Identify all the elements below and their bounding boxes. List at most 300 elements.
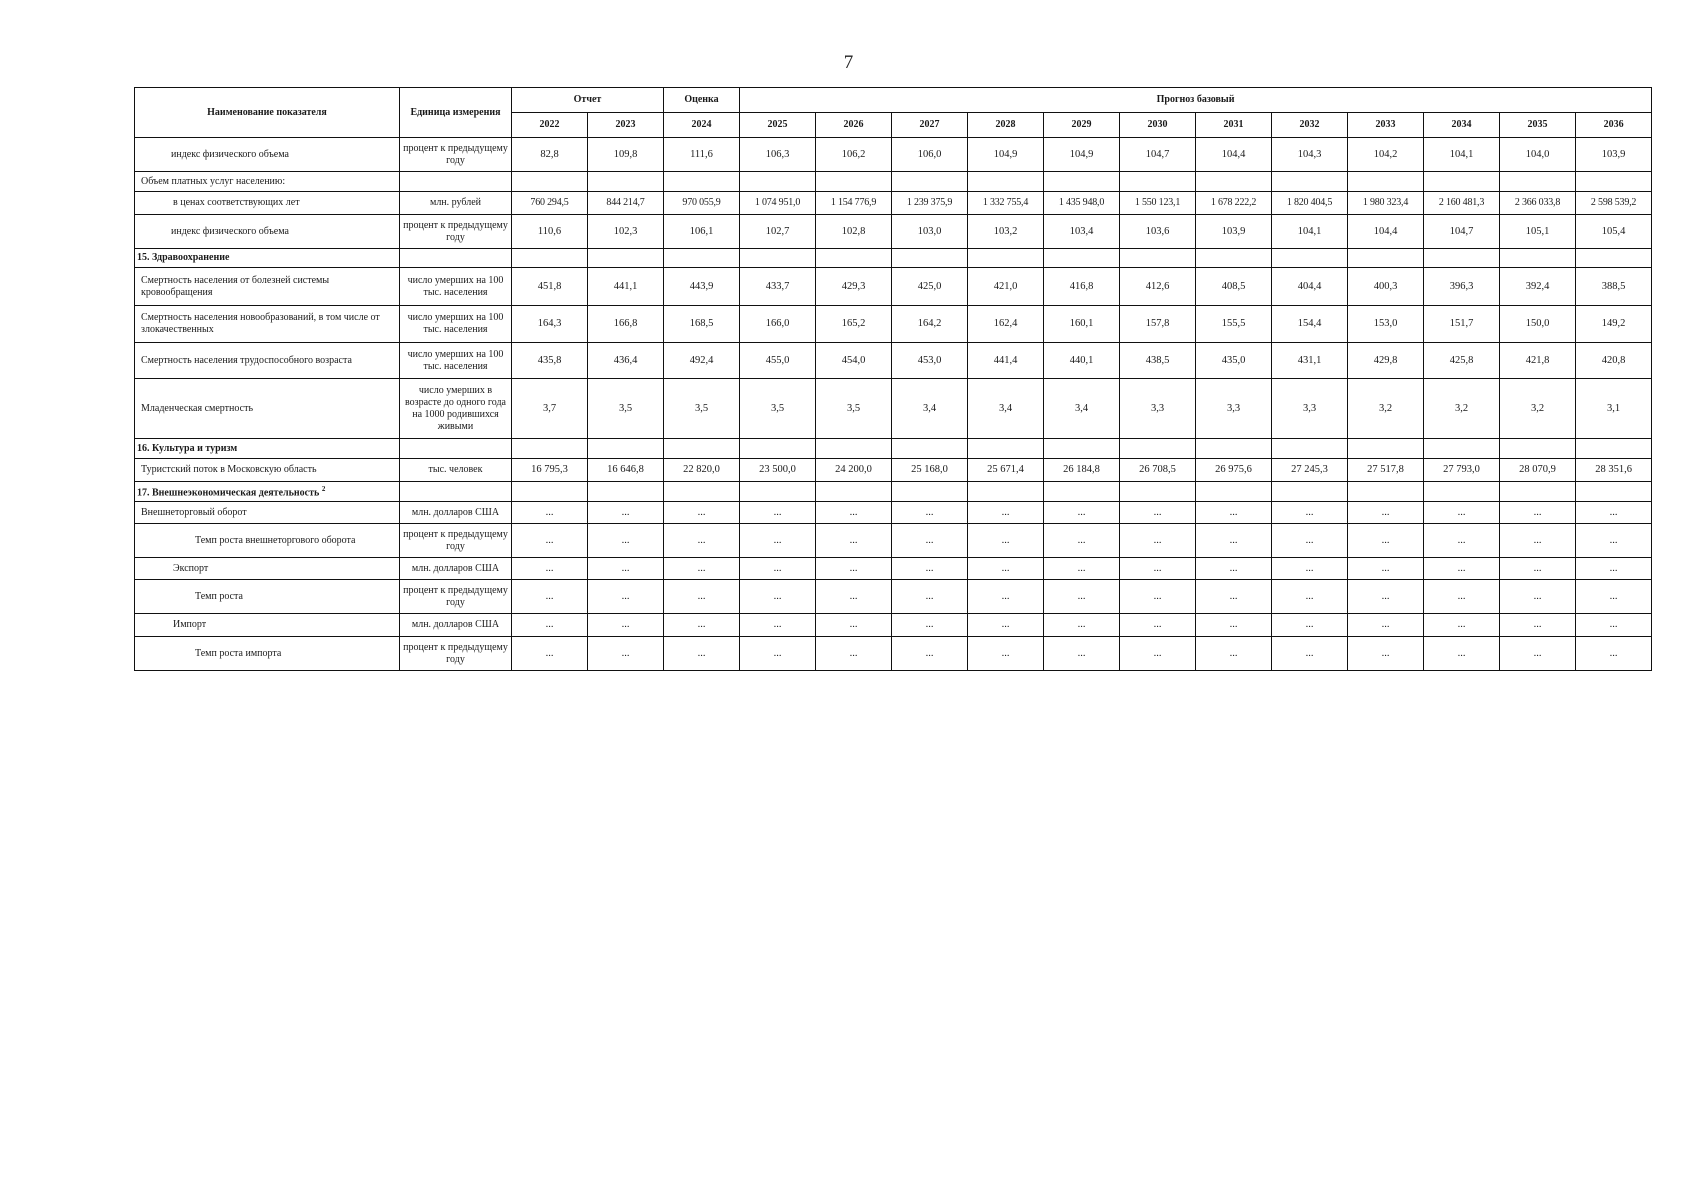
header-year: 2027	[892, 113, 968, 138]
indicator-name	[135, 614, 400, 637]
value-cell: ...	[512, 580, 588, 614]
value-cell	[1196, 482, 1272, 502]
indicator-name-text: в ценах соответствующих лет	[173, 197, 300, 208]
header-year: 2026	[816, 113, 892, 138]
indicators-table	[134, 87, 1652, 671]
value-cell: ...	[588, 580, 664, 614]
value-cell: ...	[740, 580, 816, 614]
value-cell: 429,8	[1348, 343, 1424, 379]
value-cell: ...	[816, 558, 892, 580]
header-year: 2033	[1348, 113, 1424, 138]
value-cell: ...	[664, 558, 740, 580]
table-row	[135, 524, 1652, 558]
value-cell: 102,3	[588, 215, 664, 249]
value-cell: 25 671,4	[968, 459, 1044, 482]
unit-cell: число умерших на 100 тыс. населения	[400, 306, 512, 343]
value-cell: 104,3	[1272, 138, 1348, 172]
value-cell: ...	[588, 637, 664, 671]
unit-cell: млн. долларов США	[400, 614, 512, 637]
value-cell	[1120, 172, 1196, 192]
value-cell: ...	[1196, 614, 1272, 637]
header-name-col: Наименование показателя	[135, 88, 400, 138]
value-cell: ...	[1424, 614, 1500, 637]
value-cell: 26 184,8	[1044, 459, 1120, 482]
table-row	[135, 637, 1652, 671]
value-cell: 162,4	[968, 306, 1044, 343]
value-cell: 110,6	[512, 215, 588, 249]
header-year: 2034	[1424, 113, 1500, 138]
value-cell: 102,7	[740, 215, 816, 249]
value-cell: 153,0	[1348, 306, 1424, 343]
value-cell: 104,2	[1348, 138, 1424, 172]
value-cell: ...	[1272, 614, 1348, 637]
value-cell: 1 550 123,1	[1120, 192, 1196, 215]
value-cell: 455,0	[740, 343, 816, 379]
value-cell: ...	[664, 524, 740, 558]
value-cell: ...	[1424, 524, 1500, 558]
value-cell: 2 598 539,2	[1576, 192, 1652, 215]
value-cell	[1424, 482, 1500, 502]
value-cell	[968, 172, 1044, 192]
value-cell: 436,4	[588, 343, 664, 379]
value-cell: 400,3	[1348, 268, 1424, 306]
value-cell	[588, 249, 664, 268]
value-cell: 3,2	[1424, 379, 1500, 439]
header-year: 2035	[1500, 113, 1576, 138]
value-cell: ...	[1348, 502, 1424, 524]
value-cell: ...	[1120, 558, 1196, 580]
header-year: 2025	[740, 113, 816, 138]
value-cell: 3,5	[816, 379, 892, 439]
value-cell: ...	[1348, 558, 1424, 580]
value-cell: ...	[1044, 637, 1120, 671]
value-cell: ...	[892, 558, 968, 580]
value-cell: ...	[968, 558, 1044, 580]
value-cell: ...	[892, 502, 968, 524]
value-cell	[1272, 172, 1348, 192]
value-cell: 111,6	[664, 138, 740, 172]
indicator-name-text: Младенческая смертность	[141, 402, 254, 414]
indicator-name-text: 15. Здравоохранение	[137, 252, 230, 263]
value-cell: ...	[1272, 502, 1348, 524]
value-cell	[892, 482, 968, 502]
value-cell	[1500, 482, 1576, 502]
value-cell: 388,5	[1576, 268, 1652, 306]
indicator-name	[135, 558, 400, 580]
value-cell	[892, 249, 968, 268]
value-cell	[892, 172, 968, 192]
unit-cell: млн. долларов США	[400, 502, 512, 524]
value-cell	[1576, 172, 1652, 192]
section-title	[135, 482, 400, 502]
value-cell: 27 517,8	[1348, 459, 1424, 482]
table-row	[135, 172, 1652, 192]
value-cell: 3,3	[1196, 379, 1272, 439]
value-cell: ...	[816, 637, 892, 671]
unit-cell: млн. рублей	[400, 192, 512, 215]
indicator-name-text: Объем платных услуг населению:	[141, 175, 286, 187]
unit-cell: процент к предыдущему году	[400, 138, 512, 172]
value-cell: 421,8	[1500, 343, 1576, 379]
value-cell	[740, 482, 816, 502]
value-cell: 24 200,0	[816, 459, 892, 482]
value-cell	[588, 172, 664, 192]
value-cell	[1576, 482, 1652, 502]
value-cell: 404,4	[1272, 268, 1348, 306]
value-cell: ...	[1348, 637, 1424, 671]
unit-cell: млн. долларов США	[400, 558, 512, 580]
unit-cell: тыс. человек	[400, 459, 512, 482]
header-year: 2032	[1272, 113, 1348, 138]
value-cell: 3,4	[1044, 379, 1120, 439]
value-cell: 28 351,6	[1576, 459, 1652, 482]
value-cell	[1424, 249, 1500, 268]
value-cell: ...	[1196, 558, 1272, 580]
indicator-name-text: индекс физического объема	[171, 225, 289, 237]
value-cell: 154,4	[1272, 306, 1348, 343]
value-cell: ...	[1500, 502, 1576, 524]
indicator-name-text: Смертность населения от болезней системы кровообращения	[141, 274, 330, 298]
value-cell: ...	[1348, 614, 1424, 637]
table-row	[135, 439, 1652, 459]
value-cell: 3,7	[512, 379, 588, 439]
unit-cell: процент к предыдущему году	[400, 215, 512, 249]
value-cell: ...	[740, 524, 816, 558]
value-cell	[1120, 482, 1196, 502]
value-cell: ...	[1576, 637, 1652, 671]
table-row	[135, 192, 1652, 215]
value-cell: ...	[1576, 580, 1652, 614]
value-cell	[816, 439, 892, 459]
value-cell: ...	[1044, 524, 1120, 558]
unit-cell	[400, 482, 512, 502]
value-cell: ...	[1500, 580, 1576, 614]
value-cell: ...	[1576, 524, 1652, 558]
value-cell: ...	[664, 502, 740, 524]
value-cell	[512, 172, 588, 192]
value-cell: 105,4	[1576, 215, 1652, 249]
value-cell: 3,3	[1272, 379, 1348, 439]
value-cell: ...	[512, 558, 588, 580]
unit-cell	[400, 172, 512, 192]
value-cell: 16 646,8	[588, 459, 664, 482]
value-cell: ...	[1576, 502, 1652, 524]
value-cell: 103,6	[1120, 215, 1196, 249]
header-year: 2031	[1196, 113, 1272, 138]
table-row	[135, 502, 1652, 524]
value-cell	[1500, 172, 1576, 192]
value-cell: 2 366 033,8	[1500, 192, 1576, 215]
value-cell: 451,8	[512, 268, 588, 306]
section-title	[135, 249, 400, 268]
indicator-name-text: индекс физического объема	[171, 148, 289, 160]
value-cell	[1120, 249, 1196, 268]
value-cell: ...	[1196, 524, 1272, 558]
header-year: 2029	[1044, 113, 1120, 138]
header-group-estimate: Оценка	[664, 88, 740, 113]
header-year: 2023	[588, 113, 664, 138]
value-cell: ...	[740, 637, 816, 671]
value-cell: ...	[968, 580, 1044, 614]
value-cell	[1044, 482, 1120, 502]
value-cell: 28 070,9	[1500, 459, 1576, 482]
value-cell: ...	[1348, 524, 1424, 558]
value-cell: 82,8	[512, 138, 588, 172]
value-cell: 157,8	[1120, 306, 1196, 343]
value-cell: ...	[512, 502, 588, 524]
table-row	[135, 306, 1652, 343]
value-cell: 27 793,0	[1424, 459, 1500, 482]
value-cell: 166,0	[740, 306, 816, 343]
value-cell: 408,5	[1196, 268, 1272, 306]
value-cell	[1272, 249, 1348, 268]
value-cell: ...	[816, 524, 892, 558]
value-cell	[740, 172, 816, 192]
value-cell	[1272, 439, 1348, 459]
value-cell: 3,4	[968, 379, 1044, 439]
value-cell: ...	[1576, 558, 1652, 580]
value-cell: 429,3	[816, 268, 892, 306]
value-cell: 105,1	[1500, 215, 1576, 249]
indicator-name-text: Смертность населения трудоспособного возраста	[141, 354, 352, 366]
unit-cell	[400, 249, 512, 268]
table-row	[135, 343, 1652, 379]
value-cell: 3,2	[1500, 379, 1576, 439]
value-cell: 103,0	[892, 215, 968, 249]
value-cell: 104,7	[1424, 215, 1500, 249]
value-cell: ...	[740, 558, 816, 580]
value-cell: 26 708,5	[1120, 459, 1196, 482]
value-cell: 3,2	[1348, 379, 1424, 439]
value-cell: ...	[740, 502, 816, 524]
value-cell: 438,5	[1120, 343, 1196, 379]
value-cell: 106,3	[740, 138, 816, 172]
value-cell: ...	[512, 524, 588, 558]
value-cell: 3,1	[1576, 379, 1652, 439]
indicator-name-text: 17. Внешнеэкономическая деятельность	[137, 487, 320, 499]
value-cell: ...	[664, 614, 740, 637]
unit-cell: число умерших на 100 тыс. населения	[400, 268, 512, 306]
value-cell: ...	[740, 614, 816, 637]
value-cell: ...	[1120, 637, 1196, 671]
indicator-name	[135, 580, 400, 614]
header-year: 2028	[968, 113, 1044, 138]
value-cell: ...	[1424, 637, 1500, 671]
header-year: 2022	[512, 113, 588, 138]
value-cell	[1576, 249, 1652, 268]
value-cell	[1348, 482, 1424, 502]
value-cell: ...	[892, 637, 968, 671]
value-cell: 3,5	[664, 379, 740, 439]
value-cell	[1348, 172, 1424, 192]
value-cell: ...	[1120, 502, 1196, 524]
value-cell: 22 820,0	[664, 459, 740, 482]
value-cell: ...	[1196, 580, 1272, 614]
value-cell: 443,9	[664, 268, 740, 306]
indicator-name	[135, 637, 400, 671]
value-cell	[1424, 172, 1500, 192]
table-header	[135, 88, 1652, 138]
value-cell: ...	[588, 524, 664, 558]
value-cell: ...	[1500, 558, 1576, 580]
indicator-name-text: Экспорт	[173, 562, 209, 574]
value-cell: ...	[1196, 637, 1272, 671]
value-cell: 425,8	[1424, 343, 1500, 379]
value-cell	[740, 439, 816, 459]
value-cell	[740, 249, 816, 268]
table-row	[135, 268, 1652, 306]
value-cell: ...	[588, 614, 664, 637]
value-cell: 104,9	[968, 138, 1044, 172]
indicator-name-text: 16. Культура и туризм	[137, 442, 238, 454]
value-cell: 3,5	[588, 379, 664, 439]
value-cell	[512, 439, 588, 459]
indicator-name	[135, 172, 400, 192]
value-cell: 425,0	[892, 268, 968, 306]
indicator-name	[135, 502, 400, 524]
indicator-name	[135, 138, 400, 172]
value-cell	[892, 439, 968, 459]
value-cell: ...	[1272, 558, 1348, 580]
table-row	[135, 580, 1652, 614]
value-cell: ...	[1044, 580, 1120, 614]
value-cell: 416,8	[1044, 268, 1120, 306]
value-cell: ...	[664, 637, 740, 671]
table-row	[135, 459, 1652, 482]
value-cell: 102,8	[816, 215, 892, 249]
value-cell: 164,2	[892, 306, 968, 343]
value-cell: ...	[892, 524, 968, 558]
value-cell: 106,2	[816, 138, 892, 172]
value-cell: ...	[1348, 580, 1424, 614]
indicator-name	[135, 215, 400, 249]
table-row	[135, 482, 1652, 502]
value-cell: ...	[968, 524, 1044, 558]
value-cell: ...	[664, 580, 740, 614]
value-cell	[664, 439, 740, 459]
value-cell: ...	[1424, 502, 1500, 524]
value-cell	[816, 249, 892, 268]
value-cell: 103,4	[1044, 215, 1120, 249]
header-year: 2024	[664, 113, 740, 138]
value-cell: 106,1	[664, 215, 740, 249]
value-cell: 1 435 948,0	[1044, 192, 1120, 215]
indicator-name	[135, 459, 400, 482]
table-body	[135, 138, 1652, 671]
value-cell	[512, 482, 588, 502]
value-cell: 103,9	[1576, 138, 1652, 172]
indicator-name	[135, 343, 400, 379]
indicator-name	[135, 379, 400, 439]
indicator-name	[135, 524, 400, 558]
value-cell: ...	[892, 614, 968, 637]
header-unit-col: Единица измерения	[400, 88, 512, 138]
value-cell: ...	[1120, 614, 1196, 637]
value-cell: 453,0	[892, 343, 968, 379]
value-cell: 104,4	[1348, 215, 1424, 249]
value-cell: 104,1	[1424, 138, 1500, 172]
indicator-name-text: Смертность населения новообразований, в том числе от злокачественных	[141, 312, 380, 335]
table-row	[135, 249, 1652, 268]
value-cell: ...	[1272, 580, 1348, 614]
section-title	[135, 439, 400, 459]
value-cell: 392,4	[1500, 268, 1576, 306]
value-cell: 1 980 323,4	[1348, 192, 1424, 215]
value-cell	[968, 439, 1044, 459]
value-cell: 103,2	[968, 215, 1044, 249]
value-cell	[816, 482, 892, 502]
value-cell: 760 294,5	[512, 192, 588, 215]
value-cell	[588, 482, 664, 502]
value-cell: 435,0	[1196, 343, 1272, 379]
indicator-name-text: Темп роста внешнеторгового оборота	[195, 534, 356, 546]
unit-cell: процент к предыдущему году	[400, 524, 512, 558]
value-cell	[664, 482, 740, 502]
value-cell	[1348, 249, 1424, 268]
value-cell: ...	[512, 614, 588, 637]
value-cell	[512, 249, 588, 268]
value-cell: 421,0	[968, 268, 1044, 306]
value-cell	[1348, 439, 1424, 459]
value-cell: 441,1	[588, 268, 664, 306]
value-cell: 396,3	[1424, 268, 1500, 306]
value-cell: ...	[968, 614, 1044, 637]
value-cell: 149,2	[1576, 306, 1652, 343]
value-cell: ...	[588, 502, 664, 524]
value-cell	[1044, 172, 1120, 192]
value-cell: 25 168,0	[892, 459, 968, 482]
value-cell: ...	[1196, 502, 1272, 524]
value-cell	[968, 482, 1044, 502]
value-cell: 440,1	[1044, 343, 1120, 379]
value-cell: 166,8	[588, 306, 664, 343]
value-cell	[1120, 439, 1196, 459]
value-cell: ...	[1044, 502, 1120, 524]
unit-cell: число умерших на 100 тыс. населения	[400, 343, 512, 379]
value-cell: 435,8	[512, 343, 588, 379]
unit-cell: процент к предыдущему году	[400, 580, 512, 614]
value-cell: 1 820 404,5	[1272, 192, 1348, 215]
value-cell: 433,7	[740, 268, 816, 306]
value-cell: 160,1	[1044, 306, 1120, 343]
value-cell	[968, 249, 1044, 268]
unit-cell	[400, 439, 512, 459]
value-cell: 492,4	[664, 343, 740, 379]
value-cell: 23 500,0	[740, 459, 816, 482]
value-cell: 970 055,9	[664, 192, 740, 215]
indicator-name-text: Внешнеторговый оборот	[141, 506, 247, 518]
unit-cell: число умерших в возрасте до одного года на 1000 родившихся живыми	[400, 379, 512, 439]
table-row	[135, 558, 1652, 580]
value-cell	[1500, 439, 1576, 459]
value-cell: 420,8	[1576, 343, 1652, 379]
value-cell: ...	[1272, 524, 1348, 558]
value-cell	[1576, 439, 1652, 459]
value-cell: 3,3	[1120, 379, 1196, 439]
value-cell	[816, 172, 892, 192]
value-cell	[1500, 249, 1576, 268]
value-cell: 168,5	[664, 306, 740, 343]
indicator-name	[135, 268, 400, 306]
value-cell	[664, 249, 740, 268]
value-cell: ...	[1424, 580, 1500, 614]
unit-cell: процент к предыдущему году	[400, 637, 512, 671]
value-cell: 165,2	[816, 306, 892, 343]
indicator-name-text: Импорт	[173, 619, 207, 630]
value-cell	[1044, 249, 1120, 268]
page-number: 7	[843, 52, 854, 73]
value-cell: 844 214,7	[588, 192, 664, 215]
